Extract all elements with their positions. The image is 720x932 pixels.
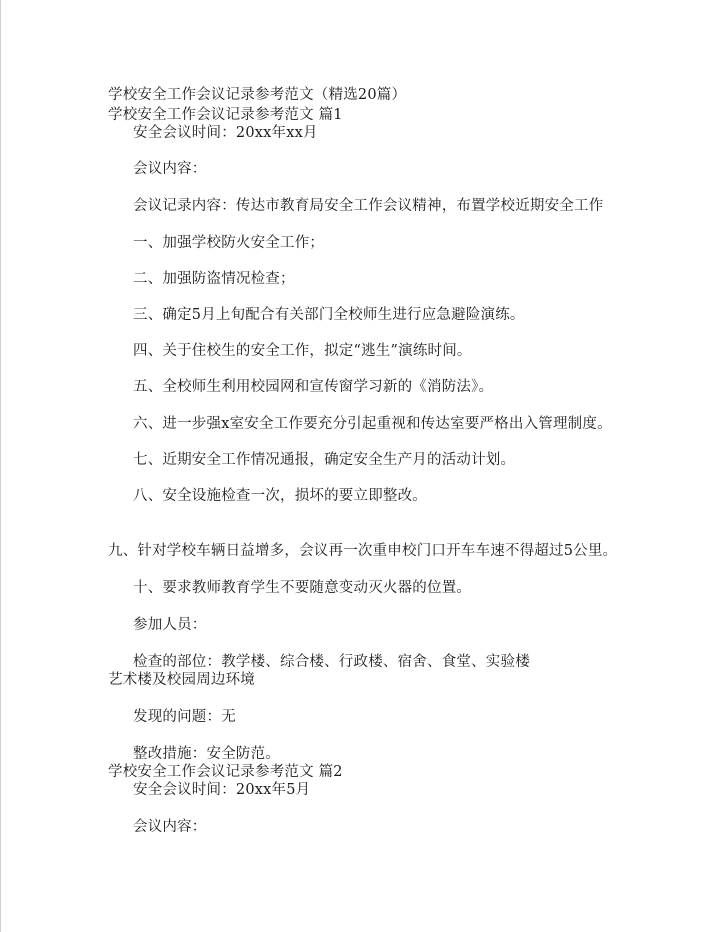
section1-content-label: 会议内容： <box>133 161 207 177</box>
list-item: 九、针对学校车辆日益增多，会议再一次重申校门口开车车速不得超过5公里。 <box>108 543 618 559</box>
section1-rectification: 整改措施：安全防范。 <box>133 746 280 762</box>
document-title: 学校安全工作会议记录参考范文（精选20篇） <box>108 87 407 103</box>
list-item: 四、关于住校生的安全工作，拟定“逃生”演练时间。 <box>133 343 472 359</box>
section1-inspection-line1: 检查的部位：教学楼、综合楼、行政楼、宿舍、食堂、实验楼 <box>133 654 530 670</box>
list-item: 三、确定5月上旬配合有关部门全校师生进行应急避险演练。 <box>133 307 525 323</box>
list-item: 十、要求教师教育学生不要随意变动灭火器的位置。 <box>133 580 472 596</box>
section1-record-intro: 会议记录内容：传达市教育局安全工作会议精神，布置学校近期安全工作 <box>133 198 604 214</box>
list-item: 八、安全设施检查一次，损坏的要立即整改。 <box>133 488 427 504</box>
section1-meeting-time: 安全会议时间：20xx年xx月 <box>133 125 318 141</box>
section1-inspection-line2: 艺术楼及校园周边环境 <box>108 672 255 688</box>
list-item: 七、近期安全工作情况通报，确定安全生产月的活动计划。 <box>133 452 516 468</box>
section1-problems-found: 发现的问题：无 <box>133 709 236 725</box>
section1-heading: 学校安全工作会议记录参考范文 篇1 <box>108 107 343 123</box>
section2-content-label: 会议内容： <box>133 819 207 835</box>
list-item: 二、加强防盗情况检查； <box>133 271 295 287</box>
list-item: 六、进一步强x室安全工作要充分引起重视和传达室要严格出入管理制度。 <box>133 416 612 432</box>
section2-heading: 学校安全工作会议记录参考范文 篇2 <box>108 764 343 780</box>
list-item: 五、全校师生利用校园网和宣传窗学习新的《消防法》。 <box>133 379 494 395</box>
section2-meeting-time: 安全会议时间：20xx年5月 <box>133 782 311 798</box>
list-item: 一、加强学校防火安全工作； <box>133 235 325 251</box>
section1-participants-label: 参加人员： <box>133 617 207 633</box>
